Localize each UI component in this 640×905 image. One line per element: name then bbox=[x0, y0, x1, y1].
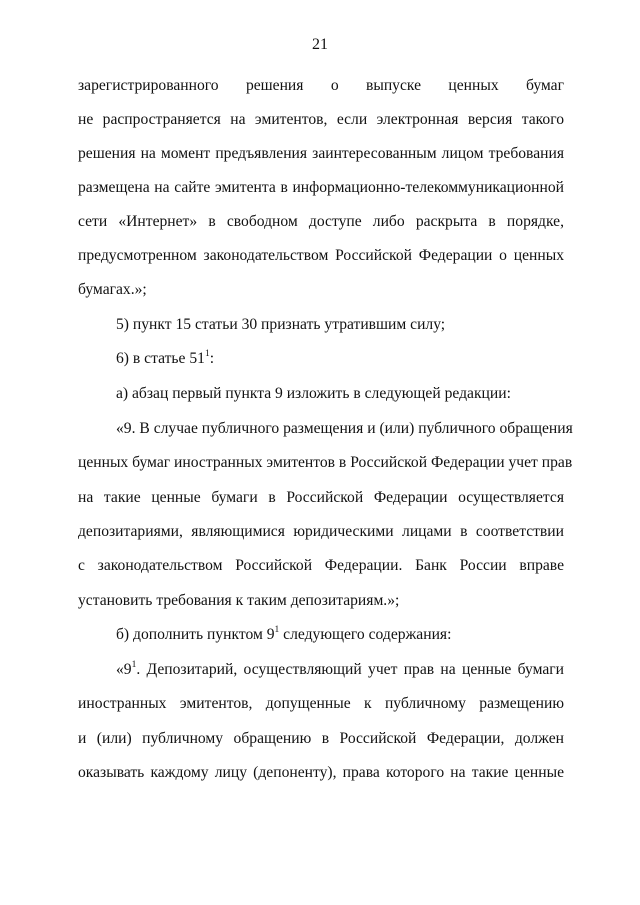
page-number: 21 bbox=[312, 36, 328, 53]
text-line-article-51-1 bbox=[116, 348, 564, 370]
text-line: установить требования к таким депозитариям.»; bbox=[78, 592, 400, 609]
text-line: с законодательством Российской Федерации. Банк России вправе bbox=[78, 557, 564, 574]
text-line: бумагах.»; bbox=[78, 281, 147, 298]
text-line: ценных бумаг иностранных эмитентов в Российской Федерации учет прав bbox=[78, 454, 573, 471]
text-fragment: б) дополнить пунктом 9 bbox=[116, 626, 275, 643]
text-fragment: следующего содержания: bbox=[279, 626, 452, 643]
text-line: размещена на сайте эмитента в информационно-телекоммуникационной bbox=[78, 179, 564, 196]
text-fragment: . Депозитарий, осуществляющий учет прав на ценные бумаги bbox=[136, 661, 564, 678]
text-line-quote-9-1 bbox=[116, 659, 564, 681]
text-fragment: «9 bbox=[116, 661, 132, 678]
text-line: зарегистрированного решения о выпуске ценных бумаг bbox=[78, 77, 564, 94]
text-line: и (или) публичному обращению в Российской Федерации, должен bbox=[78, 730, 564, 747]
superscript: 1 bbox=[274, 624, 280, 635]
text-fragment: 6) в статье 51 bbox=[116, 350, 205, 367]
superscript: 1 bbox=[131, 659, 137, 670]
text-line: иностранных эмитентов, допущенные к публичному размещению bbox=[78, 695, 564, 712]
text-fragment: : bbox=[209, 350, 215, 367]
text-line-point-9-1 bbox=[116, 624, 564, 646]
text-line: «9. В случае публичного размещения и (или) публичного обращения bbox=[116, 420, 573, 437]
text-line: а) абзац первый пункта 9 изложить в следующей редакции: bbox=[116, 385, 511, 402]
text-line: сети «Интернет» в свободном доступе либо раскрыта в порядке, bbox=[78, 213, 564, 230]
text-line: на такие ценные бумаги в Российской Федерации осуществляется bbox=[78, 489, 564, 506]
text-line: решения на момент предъявления заинтересованным лицом требования bbox=[78, 145, 564, 162]
text-line: оказывать каждому лицу (депоненту), права которого на такие ценные bbox=[78, 764, 564, 781]
text-line: предусмотренном законодательством Российской Федерации о ценных bbox=[78, 247, 564, 264]
text-line: 5) пункт 15 статьи 30 признать утратившим силу; bbox=[116, 316, 446, 333]
text-line: депозитариями, являющимися юридическими лицами в соответствии bbox=[78, 523, 564, 540]
superscript: 1 bbox=[204, 348, 210, 359]
text-line: не распространяется на эмитентов, если электронная версия такого bbox=[78, 111, 564, 128]
